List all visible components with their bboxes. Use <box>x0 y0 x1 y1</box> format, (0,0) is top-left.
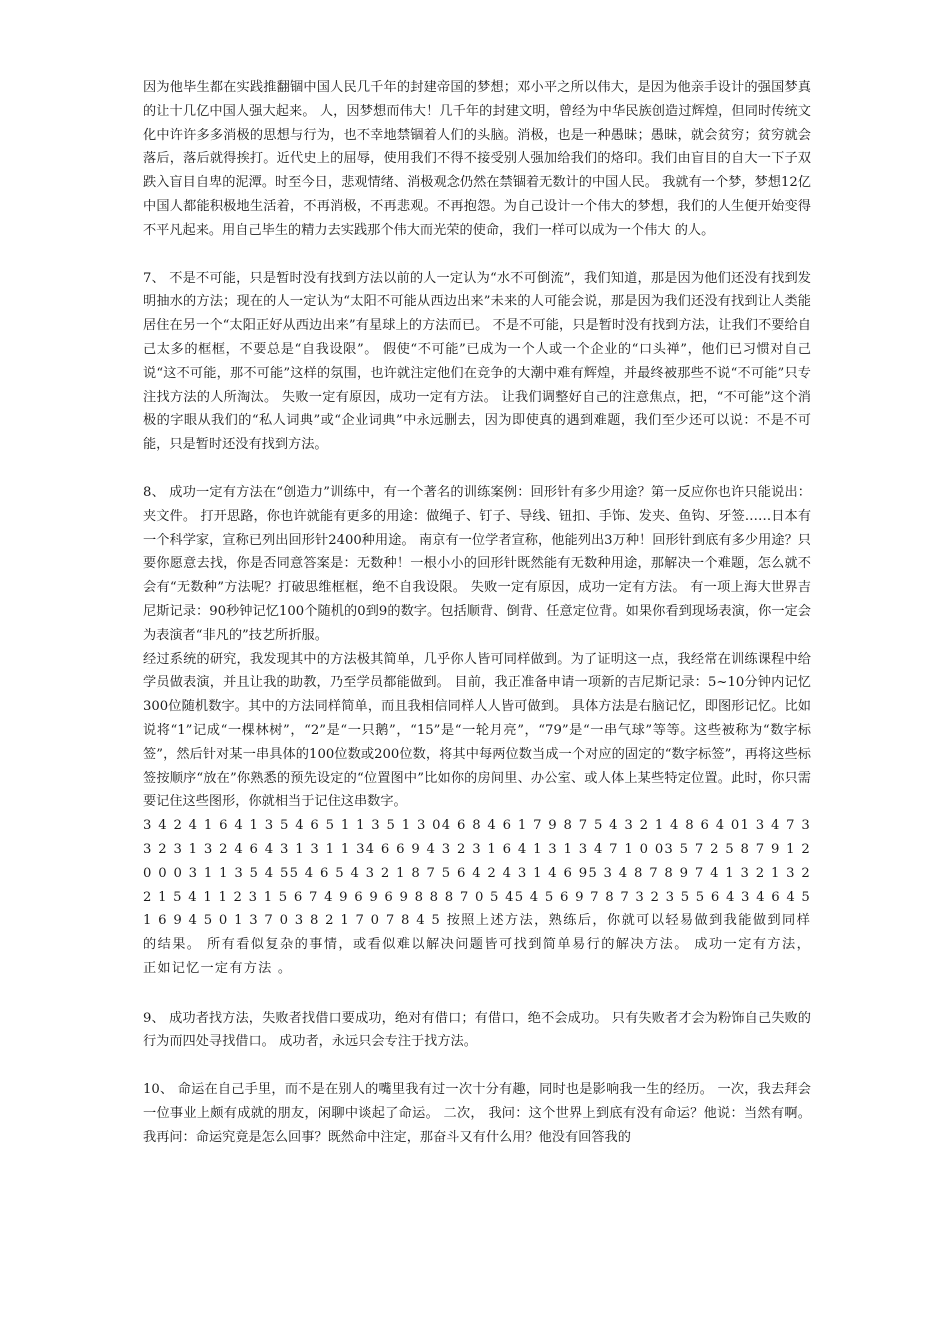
document-page <box>143 76 811 1150</box>
paragraph-10-destiny: 10、 命运在自己手里，而不是在别人的嘴里我有过一次十分有趣，同时也是影响我一生的经历。 一次，我去拜会一位事业上颇有成就的朋友，闲聊中谈起了命运。 二次， 我问：这个世界上到底有没有命运？他说：当然有啊。 我再问：命运究竟是怎么回事？既然命中注定，那奋斗又有什么用？他没有回答我的 <box>143 1082 811 1145</box>
paragraph-7-not-impossible: 7、 不是不可能，只是暂时没有找到方法以前的人一定认为“水不可倒流”，我们知道，那是因为他们还没有找到发明抽水的方法；现在的人一定认为“太阳不可能从西边出来”未来的人可能会说，那是因为我们还没有找到让人类能居住在另一个“太阳正好从西边出来”有星球上的方法而已。 不是不可能，只是暂时没有找到方法，让我们不要给自己太多的框框，不要总是“自我设限”。 假使“不可能”已成为一个人或一个企业的“口头禅”，他们已习惯对自己说“这不可能，那不可能”这样的氛围，也许就注定他们在竞争的大潮中难有辉煌，并最终被那些不说“不可能”只专注找方法的人所淘汰。 失败一定有原因，成功一定有方法。 让我们调整好自己的注意焦点，把，“不可能”这个消极的字眼从我们的“私人词典”或“企业词典”中永远删去，因为即使真的遇到难题，我们至少还可以说：不是不可能，只是暂时还没有找到方法。 <box>143 270 811 453</box>
paragraph-dream: 因为他毕生都在实践推翻锢中国人民几千年的封建帝国的梦想；邓小平之所以伟大，是因为他亲手设计的强国梦真的让十几亿中国人强大起来。 人，因梦想而伟大！几千年的封建文明，曾经为中华民族创造过辉煌，但同时传统文化中许许多多消极的思想与行为，也不幸地禁锢着人们的头脑。消极，也是一种愚昧；愚昧，就会贫穷；贫穷就会落后，落后就得挨打。近代史上的屈辱，使用我们不得不接受别人强加给我们的烙印。我们由盲目的自大一下子双跌入盲目自卑的泥潭。时至今日，悲观情绪、消极观念仍然在禁锢着无数计的中国人民。 我就有一个梦，梦想12亿中国人都能积极地生活着，不再消极，不再悲观。不再抱怨。为自己设计一个伟大的梦想，我们的人生便开始变得不平凡起来。用自己毕生的精力去实践那个伟大而光荣的使命，我们一样可以成为一个伟大 的人。 <box>143 80 811 238</box>
paragraph-8-success-has-method: 8、 成功一定有方法在“创造力”训练中，有一个著名的训练案例：回形针有多少用途？第一反应你也许只能说出：夹文件。 打开思路，你也许就能有更多的用途：做绳子、钉子、导线、钮扣、手饰、发夹、鱼钩、牙签……日本有一个科学家，宣称已列出回形针2400种用途。 南京有一位学者宣称，他能列出3万种！回形针到底有多少用途？只要你愿意去找，你是否同意答案是：无数种！一根小小的回形针既然能有无数种用途，那解决一个难题，怎么就不会有“无数种”方法呢？打破思维框框，绝不自我设限。 失败一定有原因，成功一定有方法。 有一项上海大世界吉尼斯记录：90秒钟记忆100个随机的0到9的数字。包括顺背、倒背、任意定位背。如果你看到现场表演，你一定会为表演者“非凡的”技艺所折服。 经过系统的研究，我发现其中的方法极其简单，几乎你人皆可同样做到。为了证明这一点，我经常在训练课程中给学员做表演，并且让我的助教，乃至学员都能做到。 目前，我正准备申请一项新的吉尼斯记录：5~10分钟内记忆300位随机数字。其中的方法同样简单，而且我相信同样人人皆可做到。 具体方法是右脑记忆，即图形记忆。比如说将“1”记成“一棵林树”，“2”是“一只鹅”，“15”是“一轮月亮”，“79”是“一串气球”等等。这些被称为“数字标签”，然后针对某一串具体的100位数或200位数，将其中每两位数当成一个对应的固定的“数字标签”，再将这些标签按顺序“放在”你熟悉的预先设定的“位置图中”比如你的房间里、办公室、或人体上某些特定位置。此时，你只需要记住这些图形，你就相当于记住这串数字。 <box>143 484 811 810</box>
paragraph-random-digits: 3 4 2 4 1 6 4 1 3 5 4 6 5 1 1 3 5 1 3 04 6 8 4 6 1 7 9 8 7 5 4 3 2 1 4 8 6 4 01 3 4 7 3 3 2 3 1 3 2 4 6 4 3 1 3 1 1 34 6 6 9 4 3 2 3 1 6 4 1 3 1 3 4 7 1 0 03 5 7 2 5 8 7 9 1 2 0 0 0 3 1 1 3 5 4 55 4 6 5 4 3 2 1 8 7 5 6 4 2 4 3 1 4 6 95 3 4 8 7 8 9 7 4 1 3 2 1 3 2 2 1 5 4 1 1 2 3 1 5 6 7 4 9 6 9 6 9 8 8 8 7 0 5 45 4 5 6 9 7 8 7 3 2 3 5 5 6 4 3 4 6 4 51 6 9 4 5 0 1 3 7 0 3 8 2 1 7 0 7 8 4 5 按照上述方法，熟练后，你就可以轻易做到我能做到同样的结果。 所有看似复杂的事情，或看似难以解决问题皆可找到简单易行的解决方法。 成功一定有方法，正如记忆一定有方法 。 <box>143 818 811 976</box>
paragraph-9-find-methods: 9、 成功者找方法，失败者找借口要成功，绝对有借口；有借口，绝不会成功。 只有失败者才会为粉饰自己失败的行为而四处寻找借口。 成功者，永远只会专注于找方法。 <box>143 1010 811 1050</box>
